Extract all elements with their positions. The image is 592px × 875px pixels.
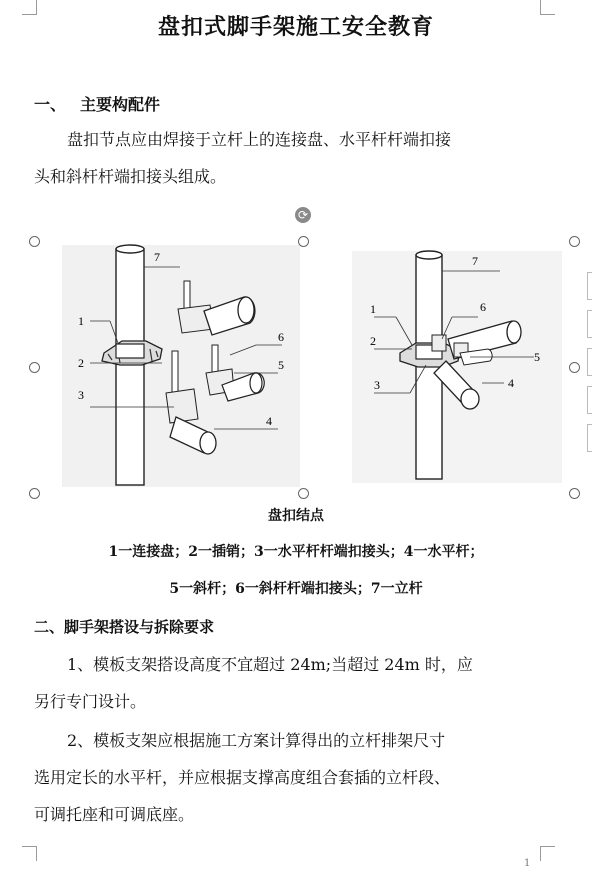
label-7: 7 [472,254,478,268]
resize-handle[interactable] [298,236,309,247]
resize-handle[interactable] [29,362,40,373]
side-tab[interactable] [587,386,592,414]
side-tab[interactable] [587,348,592,376]
resize-handle[interactable] [298,488,309,499]
section-2-item-1-line-2: 另行专门设计。 [34,692,147,711]
resize-handle[interactable] [569,488,580,499]
label-5: 5 [278,358,284,372]
section-1-title: 主要构配件 [80,95,161,114]
section-1-paragraph-line-1: 盘扣节点应由焊接于立杆上的连接盘、水平杆杆端扣接 [67,130,452,149]
resize-handle[interactable] [569,236,580,247]
label-3: 3 [374,378,380,392]
label-1: 1 [370,302,376,316]
page-number: 1 [524,858,531,869]
label-3: 3 [78,388,84,402]
figure-legend-line-2: 5一斜杆；6一斜杆杆端扣接头；7一立杆 [169,581,423,597]
side-tab[interactable] [587,272,592,300]
resize-handle[interactable] [569,362,580,373]
figure-image[interactable] [34,241,574,493]
label-6: 6 [278,330,284,344]
document-title: 盘扣式脚手架施工安全教育 [157,14,434,40]
figure-caption: 盘扣结点 [268,508,324,524]
rotate-handle-icon[interactable]: ⟳ [295,207,311,223]
section-1-number: 一、 [34,95,67,114]
disk-lock-node-diagram [34,241,574,493]
label-2: 2 [370,334,376,348]
label-4: 4 [266,414,272,428]
section-2-item-1-line-1: 1、模板支架搭设高度不宜超过 24m;当超过 24m 时，应 [67,655,473,674]
side-tab[interactable] [587,310,592,338]
label-4: 4 [508,376,514,390]
label-6: 6 [480,300,486,314]
label-5: 5 [534,350,540,364]
corner-mark-bottom-left [22,846,37,861]
label-7: 7 [154,250,160,264]
label-1: 1 [78,314,84,328]
resize-handle[interactable] [29,488,40,499]
label-2: 2 [78,356,84,370]
section-1-heading [34,92,160,115]
section-2-item-2-line-3: 可调托座和可调底座。 [34,805,195,824]
figure-legend-line-1: 1一连接盘；2一插销；3一水平杆杆端扣接头；4一水平杆； [108,544,484,560]
section-2-item-2-line-2: 选用定长的水平杆，并应根据支撑高度组合套插的立杆段、 [34,768,451,787]
section-1-paragraph-line-2: 头和斜杆杆端扣接头组成。 [34,167,227,186]
side-tab[interactable] [587,424,592,452]
corner-mark-bottom-right [540,846,555,861]
resize-handle[interactable] [29,236,40,247]
section-2-item-2-line-1: 2、模板支架应根据施工方案计算得出的立杆排架尺寸 [67,731,446,750]
section-2-heading: 二、脚手架搭设与拆除要求 [34,618,215,636]
